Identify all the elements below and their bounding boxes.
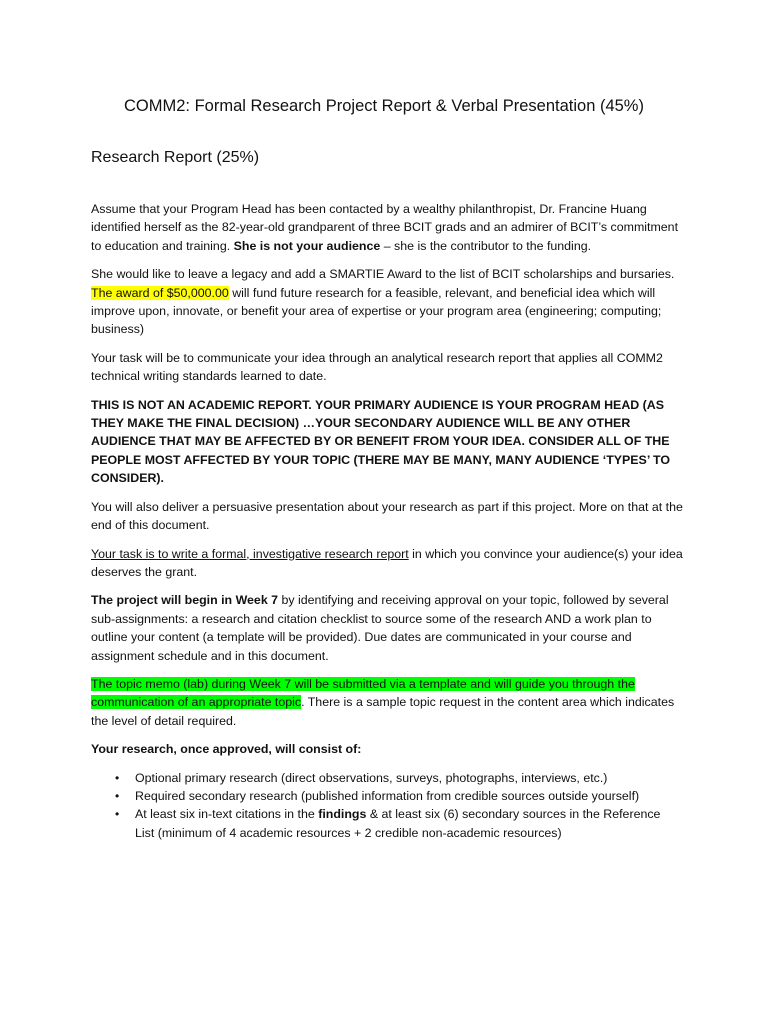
paragraph-audience-warning: THIS IS NOT AN ACADEMIC REPORT. YOUR PRIMARY AUDIENCE IS YOUR PROGRAM HEAD (AS THEY MAKE THE FINAL DECISION) …YOUR SECONDARY AUDIENCE WILL BE ANY OTHER AUDIENCE THAT MAY BE AFFECTED BY OR BENEFIT FROM YOUR IDEA. CONSIDER ALL OF THE PEOPLE MOST AFFECTED BY YOUR TOPIC (THERE MAY BE MANY, MANY AUDIENCE ‘TYPES’ TO CONSIDER).	[91, 397, 671, 486]
bold-run: She is not your audience	[233, 238, 381, 253]
paragraph-project-start	[91, 591, 683, 665]
list-item-text: At least six in-text citations in the	[135, 807, 319, 822]
highlighted-topic-memo: The topic memo (lab) during Week 7 will be submitted via a template and will guide you through the communication of an appropriate topic	[91, 676, 635, 710]
list-item	[91, 787, 683, 805]
bold-run: The project will begin in Week 7	[91, 593, 279, 608]
text-run: by identifying and receiving approval on your topic, followed by several sub-assignments: a research and citation checklist to source some of the research AND a work plan to outline your content (a template will be provided). Due dates are communicated in your course and assignment schedule and in this document.	[91, 593, 669, 663]
bullet-icon: •	[115, 770, 120, 785]
document-body	[91, 200, 683, 842]
text-run: . There is a sample topic request in the content area which indicates the level of detail required.	[91, 695, 675, 728]
paragraph-task: Your task will be to communicate your idea through an analytical research report that applies all COMM2 technical writing standards learned to date.	[91, 350, 663, 384]
text-run: Assume that your Program Head has been contacted by a wealthy philanthropist, Dr. Francine Huang identified herself as the 82-year-old grandparent of three BCIT grads and an admirer of BCIT’s commitment to education and training.	[91, 202, 679, 253]
text-run: – she is the contributor to the funding.	[380, 238, 592, 253]
text-run: will fund future research for a feasible, relevant, and beneficial idea which will improve upon, innovate, or benefit your area of expertise or your program area (engineering; computing; business)	[91, 285, 662, 337]
paragraph-research-heading	[91, 740, 683, 758]
list-item-text: Required secondary research (published information from credible sources outside yourself)	[135, 788, 640, 803]
highlighted-award: The award of $50,000.00	[91, 285, 229, 300]
bold-run: findings	[318, 807, 367, 822]
research-list	[91, 769, 683, 843]
bold-run: Your research, once approved, will consist of:	[91, 742, 362, 757]
underlined-run: Your task is to write a formal, investigative research report	[91, 546, 409, 561]
paragraph-report-task	[91, 545, 683, 582]
list-item	[91, 805, 683, 842]
list-item-text: Optional primary research (direct observations, surveys, photographs, interviews, etc.)	[135, 770, 608, 785]
text-run: She would like to leave a legacy and add a SMARTIE Award to the list of BCIT scholarships and bursaries.	[91, 267, 675, 282]
section-heading: Research Report (25%)	[91, 149, 260, 166]
list-item-text: & at least six (6) secondary sources in the Reference List (minimum of 4 academic resources + 2 credible non-academic resources)	[135, 807, 661, 840]
text-run: in which you convince your audience(s) your idea deserves the grant.	[91, 546, 683, 579]
bullet-icon: •	[115, 788, 120, 803]
bullet-icon: •	[115, 807, 120, 822]
paragraph-topic-memo	[91, 675, 683, 730]
paragraph-award	[91, 265, 683, 339]
document-title: COMM2: Formal Research Project Report & Verbal Presentation (45%)	[124, 97, 644, 115]
paragraph-intro	[91, 200, 683, 255]
paragraph-presentation: You will also deliver a persuasive presentation about your research as part if this project. More on that at the end of this document.	[91, 499, 683, 533]
list-item	[91, 769, 683, 787]
